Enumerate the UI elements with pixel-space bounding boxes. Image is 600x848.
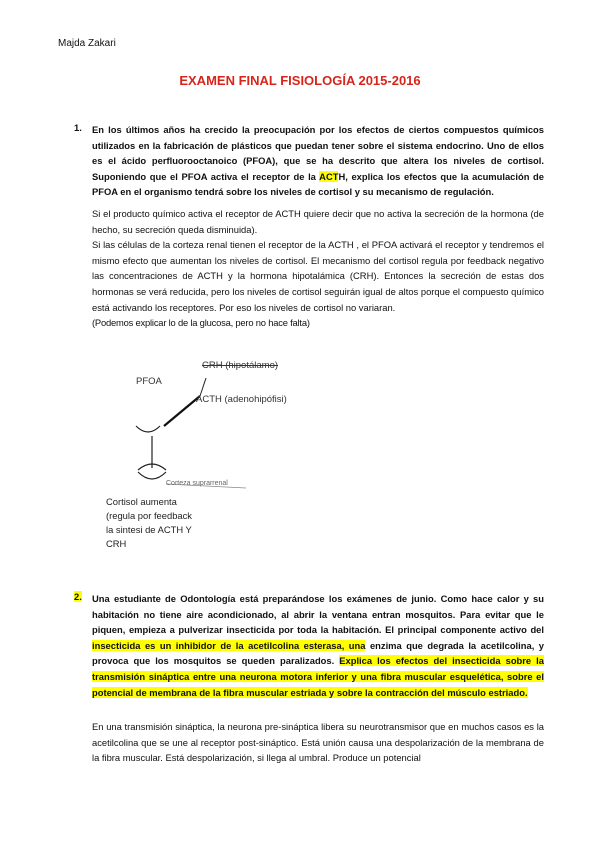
highlight-insecticida: insecticida es un inhibidor de la acetilcolina esterasa, una — [92, 639, 366, 651]
acth-arrow-line — [164, 396, 200, 426]
question-1-text-part: En los últimos años ha crecido la preocupación por los efectos de ciertos compuestos químicos utilizados en la fabricación de plásticos que puedan tener sobre el sistema endocrino. Uno de ellos es el ácido perfluorooctanoico (PFOA), que se ha descrito que altera los niveles de cortisol. Suponiendo que el PFOA activa el receptor de la — [92, 124, 544, 182]
corteza-label: Corteza suprarrenal — [166, 480, 228, 487]
answer-1 — [92, 206, 544, 331]
highlight-explica: Explica los efectos del insecticida sobre la transmisión sináptica entre una neurona motora inferior y una fibra muscular esquelética, sobre el potencial de membrana de la fibra muscular estriada y sobre la contracción del músculo estriado. — [92, 655, 544, 698]
answer-2 — [92, 719, 544, 766]
pfoa-label: PFOA — [136, 376, 162, 387]
answer-1-paragraph: Si las células de la corteza renal tienen el receptor de la ACTH , el PFOA activará el receptor y tendremos el mismo efecto que aumentan los niveles de cortisol. El mecanismo del cortisol regula por feedback negativo las concentraciones de ACTH y la hormona hipotalámica (CRH). Entonces la secreción de estas dos hormonas se verá reducida, pero los niveles de cortisol seguirán igual de altos porque el compuesto químico está activando los receptores. Por eso los niveles de cortisol no variaran. — [92, 239, 544, 313]
answer-2-paragraph: En una transmisión sináptica, la neurona pre-sináptica libera su neurotransmisor que en muchos casos es la acetilcolina que se une al receptor post-sináptico. Está unión causa una despolarización de la membrana de la fibra muscular. Está despolarización, si llega al umbral. Produce un potencial — [92, 721, 544, 764]
question-2-text-part: enzima que degrada la acetilcolina, y provoca que los mosquitos se queden paralizados. — [92, 639, 545, 667]
pfoa-receptor-arc — [136, 426, 160, 432]
cortisol-line: Cortisol aumenta — [106, 496, 177, 507]
question-2-number: 2. — [74, 591, 82, 602]
question-2-text-part: Una estudiante de Odontología está preparándose los exámenes de junio. Como hace calor y su habitación no tiene aire acondicionado, al abrir la ventana entran mosquitos. Para evitar que le piquen, empieza a pulverizar insecticida por toda la habitación. El principal componente activo del — [92, 593, 544, 636]
answer-1-paragraph: Si el producto químico activa el receptor de ACTH quiere decir que no activa la secreción de la hormona (de hecho, su secreción queda disminuida). — [92, 208, 544, 235]
question-2-text — [92, 591, 544, 700]
author-name: Majda Zakari — [58, 38, 116, 49]
question-1-number: 1. — [74, 122, 82, 133]
cortisol-line: CRH — [106, 538, 127, 549]
cortisol-note — [106, 495, 192, 551]
crh-label: CRH (hipotálamo) — [202, 360, 279, 371]
question-1-text — [92, 122, 544, 200]
acth-label: ACTH (adenohipófisi) — [196, 394, 287, 405]
question-1-text-part: H, explica los efectos que la acumulación de PFOA en el organismo tendrá sobre los niveles de cortisol y su mecanismo de regulación. — [92, 170, 544, 198]
receptor-arc-down — [138, 472, 166, 479]
highlight-acth: ACT — [319, 170, 339, 182]
exam-title: EXAMEN FINAL FISIOLOGÍA 2015-2016 — [179, 73, 421, 88]
cortisol-line: la sintesi de ACTH Y — [106, 524, 192, 535]
answer-1-note: (Podemos explicar lo de la glucosa, pero no hace falta) — [92, 317, 310, 329]
cortisol-line: (regula por feedback — [106, 510, 192, 521]
